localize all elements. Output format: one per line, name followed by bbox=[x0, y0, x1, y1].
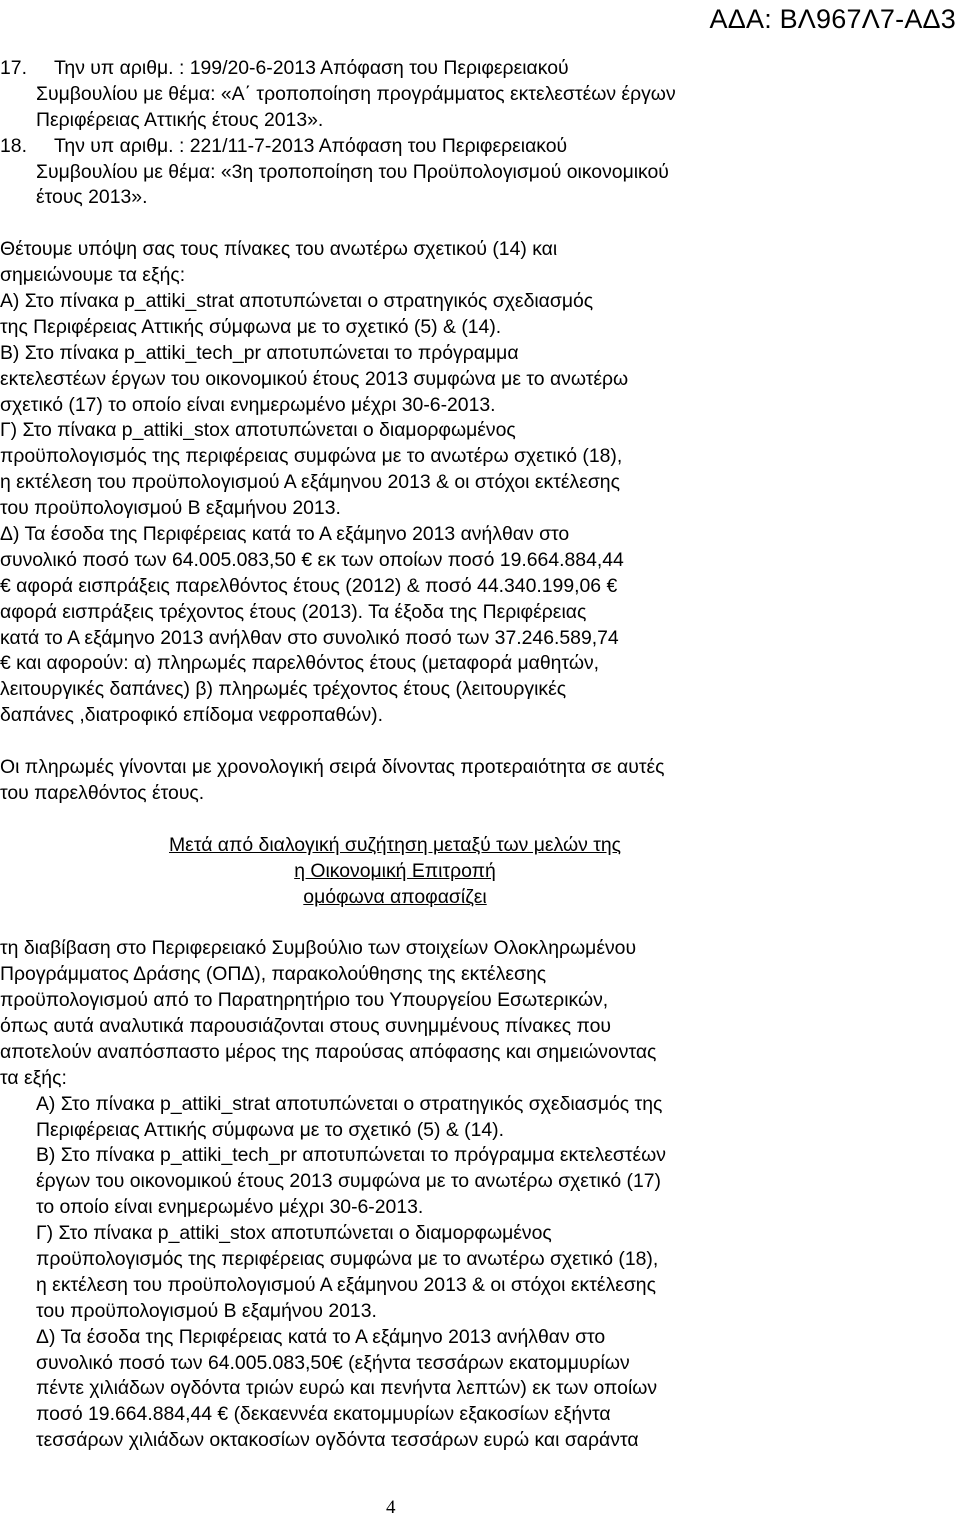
paragraph-intro bbox=[0, 237, 790, 729]
text-line: Περιφέρειας Αττικής σύμφωνα με το σχετικό (5) & (14). bbox=[36, 1118, 505, 1141]
text-line: συνολικό ποσό των 64.005.083,50€ (εξήντα τεσσάρων εκατομμυρίων bbox=[36, 1351, 630, 1374]
text-line: Γ) Στο πίνακα p_attiki_stox αποτυπώνεται ο διαμορφωμένος bbox=[36, 1222, 552, 1245]
text-line: Α) Στο πίνακα p_attiki_strat αποτυπώνεται ο στρατηγικός σχεδιασμός της bbox=[36, 1092, 663, 1115]
text-line: Δ) Τα έσοδα της Περιφέρειας κατά το Α εξάμηνο 2013 ανήλθαν στο bbox=[0, 523, 570, 546]
paragraph-decision bbox=[0, 936, 790, 1091]
text-line: εκτελεστέων έργων του οικονομικού έτους 2013 συμφώνα με το ανωτέρω bbox=[0, 367, 629, 390]
text-line: συνολικό ποσό των 64.005.083,50 € εκ των οποίων ποσό 19.664.884,44 bbox=[0, 548, 624, 571]
text-line: Προγράμματος Δράσης (ΟΠΔ), παρακολούθησης της εκτέλεσης bbox=[0, 963, 547, 986]
heading-line: η Οικονομική Επιτροπή bbox=[294, 859, 496, 882]
text-line: Την υπ αριθμ. : 199/20-6-2013 Απόφαση του Περιφερειακού bbox=[54, 57, 569, 79]
text-line: δαπάνες ,διατροφικό επίδομα νεφροπαθών). bbox=[0, 704, 383, 727]
text-line: Οι πληρωμές γίνονται με χρονολογική σειρά δίνοντας προτεραιότητα σε αυτές bbox=[0, 756, 665, 779]
text-line: Θέτουμε υπόψη σας τους πίνακες του ανωτέρω σχετικού (14) και bbox=[0, 238, 558, 261]
text-line: Περιφέρειας Αττικής έτους 2013». bbox=[36, 108, 324, 131]
text-line: έτους 2013». bbox=[36, 186, 148, 209]
text-line: προϋπολογισμός της περιφέρειας συμφώνα με το ανωτέρω σχετικό (18), bbox=[36, 1247, 659, 1270]
text-line: τη διαβίβαση στο Περιφερειακό Συμβούλιο των στοιχείων Ολοκληρωμένου bbox=[0, 937, 637, 960]
text-line: Συμβουλίου με θέμα: «Α΄ τροποποίηση προγράμματος εκτελεστέων έργων bbox=[36, 82, 676, 105]
text-line: τεσσάρων χιλιάδων οκτακοσίων ογδόντα τεσσάρων ευρώ και σαράντα bbox=[36, 1429, 639, 1452]
text-line: σημειώνουμε τα εξής: bbox=[0, 264, 186, 287]
ada-code: ΑΔΑ: ΒΛ967Λ7-ΑΔ3 bbox=[709, 4, 956, 34]
text-line: Δ) Τα έσοδα της Περιφέρειας κατά το Α εξάμηνο 2013 ανήλθαν στο bbox=[36, 1325, 606, 1348]
text-line: Την υπ αριθμ. : 221/11-7-2013 Απόφαση του Περιφερειακού bbox=[54, 134, 568, 157]
text-line: Β) Στο πίνακα p_attiki_tech_pr αποτυπώνεται το πρόγραμμα εκτελεστέων bbox=[36, 1144, 667, 1167]
text-line: Β) Στο πίνακα p_attiki_tech_pr αποτυπώνεται το πρόγραμμα bbox=[0, 341, 519, 364]
decision-heading bbox=[0, 833, 790, 911]
text-line: του προϋπολογισμού Β εξαμήνου 2013. bbox=[0, 497, 341, 520]
heading-line: ομόφωνα αποφασίζει bbox=[303, 885, 487, 908]
document-page bbox=[0, 56, 790, 1454]
text-line: αποτελούν αναπόσπαστο μέρος της παρούσας απόφασης και σημειώνοντας bbox=[0, 1040, 657, 1063]
text-line: € και αφορούν: α) πληρωμές παρελθόντος έτους (μεταφορά μαθητών, bbox=[0, 652, 600, 675]
text-line: η εκτέλεση του προϋπολογισμού Α εξάμηνου 2013 & οι στόχοι εκτέλεσης bbox=[0, 471, 620, 494]
text-line: της Περιφέρειας Αττικής σύμφωνα με το σχετικό (5) & (14). bbox=[0, 315, 502, 338]
page-number: 4 bbox=[386, 1497, 396, 1518]
text-line: Συμβουλίου με θέμα: «3η τροποποίηση του Προϋπολογισμού οικονομικού bbox=[36, 160, 669, 183]
text-line: ποσό 19.664.884,44 € (δεκαεννέα εκατομμυρίων εξακοσίων εξήντα bbox=[36, 1403, 611, 1426]
text-line: Α) Στο πίνακα p_attiki_strat αποτυπώνεται ο στρατηγικός σχεδιασμός bbox=[0, 290, 594, 313]
paragraph-points bbox=[0, 1092, 790, 1454]
text-line: το οποίο είναι ενημερωμένο μέχρι 30-6-2013. bbox=[36, 1196, 424, 1219]
text-line: αφορά εισπράξεις τρέχοντος έτους (2013). Τα έξοδα της Περιφέρειας bbox=[0, 600, 587, 623]
heading-line: Μετά από διαλογική συζήτηση μεταξύ των μελών της bbox=[169, 833, 621, 856]
text-line: € αφορά εισπράξεις παρελθόντος έτους (2012) & ποσό 44.340.199,06 € bbox=[0, 574, 618, 597]
text-line: του παρελθόντος έτους. bbox=[0, 781, 205, 804]
text-line: του προϋπολογισμού Β εξαμήνου 2013. bbox=[36, 1299, 377, 1322]
text-line: κατά το Α εξάμηνο 2013 ανήλθαν στο συνολικό ποσό των 37.246.589,74 bbox=[0, 626, 619, 649]
text-line: προϋπολογισμός της περιφέρειας συμφώνα με το ανωτέρω σχετικό (18), bbox=[0, 445, 623, 468]
text-line: πέντε χιλιάδων ογδόντα τριών ευρώ και πενήντα λεπτών) εκ των οποίων bbox=[36, 1377, 658, 1400]
text-line: τα εξής: bbox=[0, 1066, 67, 1089]
text-line: λειτουργικές δαπάνες) β) πληρωμές τρέχοντος έτους (λειτουργικές bbox=[0, 678, 567, 701]
paragraph-payments bbox=[0, 755, 790, 807]
text-line: Γ) Στο πίνακα p_attiki_stox αποτυπώνεται ο διαμορφωμένος bbox=[0, 419, 516, 442]
text-line: όπως αυτά αναλυτικά παρουσιάζονται στους συνημμένους πίνακες που bbox=[0, 1014, 611, 1037]
item-number: 17. bbox=[0, 57, 27, 79]
item-number: 18. bbox=[0, 134, 27, 157]
item-18 bbox=[0, 134, 790, 212]
text-line: η εκτέλεση του προϋπολογισμού Α εξάμηνου 2013 & οι στόχοι εκτέλεσης bbox=[36, 1273, 656, 1296]
item-17 bbox=[0, 56, 790, 134]
text-line: έργων του οικονομικού έτους 2013 συμφώνα με το ανωτέρω σχετικό (17) bbox=[36, 1170, 661, 1193]
text-line: σχετικό (17) το οποίο είναι ενημερωμένο μέχρι 30-6-2013. bbox=[0, 393, 496, 416]
text-line: προϋπολογισμού από το Παρατηρητήριο του Υπουργείου Εσωτερικών, bbox=[0, 989, 609, 1012]
